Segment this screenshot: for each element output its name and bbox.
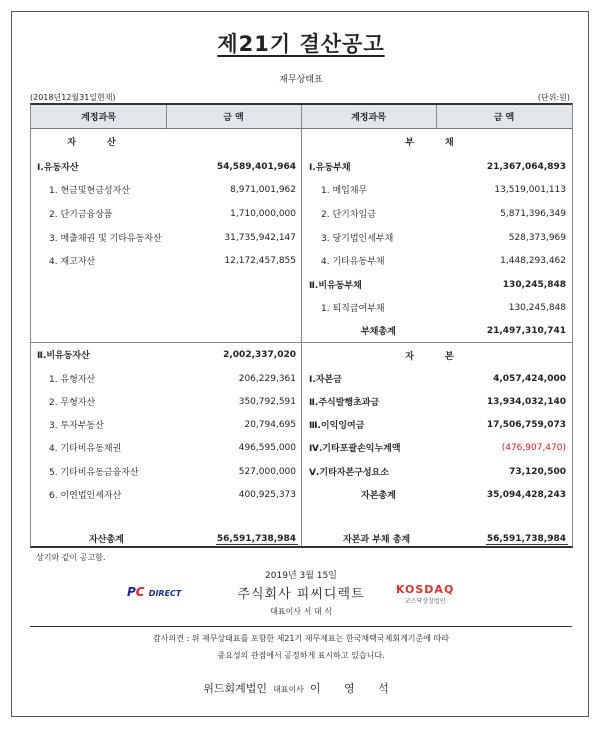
list-item-amount: 5,871,396,349 xyxy=(500,208,566,219)
list-item-amount: 12,172,457,855 xyxy=(224,255,296,266)
header-amount-right: 금 액 xyxy=(436,105,572,129)
current-assets-amount: 54,589,401,964 xyxy=(216,161,296,172)
assets-section-label: 자 산 xyxy=(67,137,130,148)
kosdaq-logo-subtext: 코스닥상장법인 xyxy=(404,598,446,605)
list-item-amount: 17,506,759,073 xyxy=(486,419,566,430)
notice-title: 제21기 결산공고 xyxy=(217,32,385,56)
audit-opinion-line2: 중요성의 관점에서 공정하게 표시하고 있습니다. xyxy=(217,651,385,660)
list-item-label: 2. 단기차입금 xyxy=(321,210,376,220)
list-item-amount: 4,057,424,000 xyxy=(493,373,566,384)
list-item-label: 4. 기타유동부채 xyxy=(321,257,385,267)
negative-amount: (476,907,470) xyxy=(501,442,566,453)
list-item-label: Ⅴ.기타자본구성요소 xyxy=(309,468,389,478)
divider xyxy=(436,105,437,129)
audit-firm-representative: 이 영 석 xyxy=(309,682,399,695)
logo-letter-p: P xyxy=(127,585,136,599)
list-item-amount: 206,229,361 xyxy=(238,373,296,384)
list-item-label: 4. 재고자산 xyxy=(49,257,96,267)
list-item-amount: 73,120,500 xyxy=(509,466,566,477)
list-item-label: 3. 투자부동산 xyxy=(49,421,104,431)
publication-date: 2019년 3월 15일 xyxy=(265,571,337,581)
unit-label: (단위:원) xyxy=(537,93,570,102)
announcement-note: 상기와 같이 공고함. xyxy=(36,553,106,562)
as-of-date: (2018년12월31일현재) xyxy=(30,93,116,102)
audit-firm-title: 대표이사 xyxy=(272,685,304,694)
total-double-underline xyxy=(216,544,298,547)
footer-divider xyxy=(30,626,572,627)
assets-total-label: 자산총계 xyxy=(89,535,124,545)
kosdaq-logo-text: KOSDAQ xyxy=(396,583,455,596)
header-account-right: 계정과목 xyxy=(301,105,436,129)
header-amount-left: 금 액 xyxy=(166,105,301,129)
balance-sheet-table xyxy=(30,103,573,548)
grand-total-amount: 56,591,738,984 xyxy=(486,533,566,544)
equity-total-label: 자본총계 xyxy=(361,491,396,501)
list-item-amount: 400,925,373 xyxy=(238,489,296,500)
list-item-amount: 350,792,591 xyxy=(238,396,296,407)
list-item-amount: 13,934,032,140 xyxy=(486,396,566,407)
list-item-label: 6. 이연법인세자산 xyxy=(49,491,122,501)
noncurrent-liabilities-amount: 130,245,848 xyxy=(502,279,566,290)
liabilities-section-label: 부 채 xyxy=(405,137,468,148)
list-item-label: 5. 기타비유동금융자산 xyxy=(49,468,139,478)
kosdaq-logo xyxy=(396,583,454,605)
current-liabilities-label: Ⅰ.유동부채 xyxy=(309,163,351,173)
list-item-amount: 527,000,000 xyxy=(238,466,296,477)
audit-opinion-line1: 감사의견 : 위 재무상태표를 포함한 제21기 재무제표는 한국채택국제회계기준에 따라 xyxy=(153,634,449,643)
liabilities-total-amount: 21,497,310,741 xyxy=(486,325,566,336)
ceo-name: 대표이사 서 대 식 xyxy=(270,607,332,616)
noncurrent-assets-label: Ⅱ.비유동자산 xyxy=(37,351,90,361)
list-item-amount: 1,448,293,462 xyxy=(500,255,566,266)
logo-letter-c: C xyxy=(135,585,145,599)
header-account-left: 계정과목 xyxy=(31,105,166,129)
audit-firm-line xyxy=(0,680,602,696)
list-item-label: Ⅱ.주식발행초과금 xyxy=(309,398,380,408)
current-assets-label: Ⅰ.유동자산 xyxy=(37,163,79,173)
section-divider xyxy=(301,342,572,343)
list-item-amount: 20,794,695 xyxy=(244,419,296,430)
list-item-label: 2. 단기금융상품 xyxy=(49,210,113,220)
list-item-label: 3. 매출채권 및 기타유동자산 xyxy=(49,234,162,244)
logo-direct-text: DIRECT xyxy=(148,589,182,598)
list-item-label: 2. 무형자산 xyxy=(49,398,96,408)
total-double-underline xyxy=(486,544,568,547)
list-item-label: 1. 유형자산 xyxy=(49,375,96,385)
list-item-label: 1. 매입채무 xyxy=(321,186,368,196)
audit-firm-name: 위드회계법인 xyxy=(203,682,267,695)
list-item-amount: 528,373,969 xyxy=(508,232,566,243)
list-item-label: 1. 현금및현금성자산 xyxy=(49,186,131,196)
list-item-amount: 1,710,000,000 xyxy=(230,208,296,219)
equity-total-amount: 35,094,428,243 xyxy=(486,489,566,500)
list-item-label: 4. 기타비유동채권 xyxy=(49,444,122,454)
divider xyxy=(166,105,167,129)
liabilities-total-label: 부채총계 xyxy=(361,327,396,337)
list-item-label: 1. 퇴직급여부채 xyxy=(321,304,385,314)
center-divider xyxy=(301,105,302,546)
company-name: 주식회사 피씨디렉트 xyxy=(237,587,365,602)
assets-total-amount: 56,591,738,984 xyxy=(216,533,296,544)
list-item-label: Ⅳ.기타포괄손익누계액 xyxy=(309,444,401,454)
current-liabilities-amount: 21,367,064,893 xyxy=(486,161,566,172)
list-item-amount: 31,735,942,147 xyxy=(224,232,296,243)
equity-section-label: 자 본 xyxy=(405,351,468,362)
list-item-amount: 13,519,001,113 xyxy=(494,184,566,195)
grand-total-label: 자본과 부채 총계 xyxy=(343,535,411,545)
statement-subtitle: 재무상태표 xyxy=(279,75,323,85)
list-item-amount: 496,595,000 xyxy=(238,442,296,453)
list-item-label: Ⅰ.자본금 xyxy=(309,375,342,385)
noncurrent-liabilities-label: Ⅱ.비유동부채 xyxy=(309,281,362,291)
list-item-amount: 8,971,001,962 xyxy=(230,184,296,195)
list-item-label: Ⅲ.이익잉여금 xyxy=(309,421,365,431)
list-item-amount: 130,245,848 xyxy=(508,302,566,313)
noncurrent-assets-amount: 2,002,337,020 xyxy=(223,349,296,360)
list-item-label: 3. 당기법인세부채 xyxy=(321,234,394,244)
